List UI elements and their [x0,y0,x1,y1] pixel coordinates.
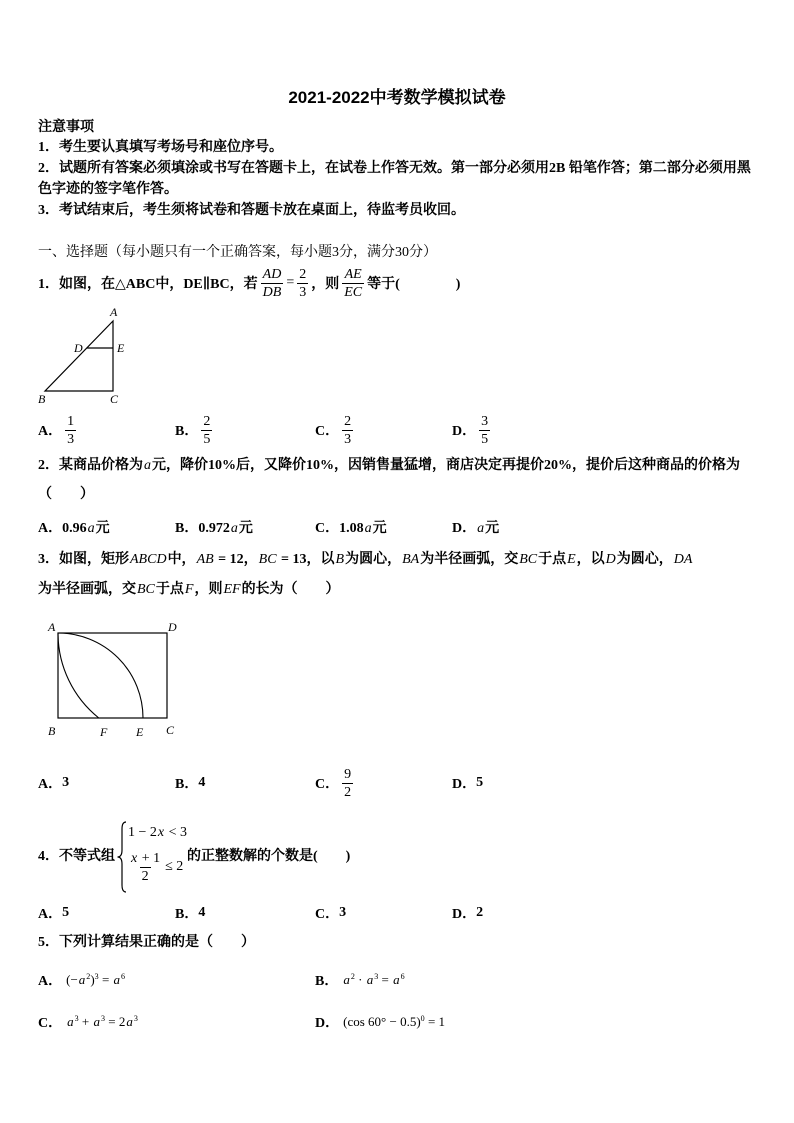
text-segment: 元 [372,521,387,536]
inequality-2-fraction [128,850,162,885]
fraction-denominator: 2 [141,868,149,884]
fraction-numerator: 2 [344,413,352,429]
section-heading: 一、选择题（每小题只有一个正确答案，每小题3分，满分30分） [38,245,437,260]
q1-prefix: 1．如图，在△ABC中，DE∥BC，若 [38,277,258,292]
option-value: 5 [476,775,484,790]
arc-centered-d [58,633,99,718]
q1-suffix: 等于( ) [367,277,461,292]
vertex-label-a: A [110,305,118,319]
notes-line-2: 2．试题所有答案必须填涂或书写在答题卡上，在试卷上作答无效。第一部分必须用2B 铅笔作答；第二部分必须用黑 [38,161,751,176]
option-label: C． [315,424,340,439]
text-segment: 的长为（ ） [241,582,340,597]
text-segment: 为圆心， [345,552,402,567]
option-label: A． [38,907,63,922]
q3-option-d[interactable] [452,763,483,803]
math-variable: BC [519,552,538,567]
text-segment: 1.08 [339,521,364,536]
vertex-label-c: C [110,392,119,406]
text-segment: = [378,972,393,987]
math-variable: ABCD [130,552,167,567]
question-3-stem-line-1 [38,551,693,569]
q3-option-a[interactable] [38,763,69,803]
q3-option-c[interactable] [315,763,356,803]
option-formula [343,1014,445,1030]
q5-option-b[interactable] [315,970,405,990]
q1-triangle-figure [30,303,135,408]
q2-option-a[interactable] [38,518,110,536]
fraction-numerator: 9 [344,766,352,782]
q1-fraction-ad-db [261,266,284,301]
question-1-stem [38,263,460,303]
fraction-numerator [128,850,162,867]
text-segment: = 1 [424,1014,446,1029]
text-segment: ，则 [194,582,223,597]
math-variable: EF [223,582,241,597]
option-formula [342,972,404,988]
q4-option-b[interactable] [175,904,205,922]
option-value: 4 [198,905,206,920]
option-label: C． [315,907,340,922]
vertex-label-c: C [166,723,175,737]
vertex-label-b: B [38,392,46,406]
text-segment: (− [66,972,78,987]
q5-options-row-2 [0,1012,794,1032]
fraction-denominator: 3 [67,431,75,447]
q1-option-b[interactable] [175,410,215,450]
math-variable: a [87,521,95,536]
option-fraction [65,413,76,448]
q1-option-a[interactable] [38,410,79,450]
exponent: 2 [350,971,355,981]
q5-options-row-1 [0,970,794,990]
option-value [198,517,253,537]
fraction-numerator: 2 [203,413,211,429]
math-variable: BA [402,552,420,567]
math-variable: a [366,972,374,987]
option-label: D． [452,521,477,536]
fraction-denominator: 2 [344,784,352,800]
q3-option-b[interactable] [175,763,205,803]
exponent: 3 [74,1013,79,1023]
q5-option-a[interactable] [38,970,125,990]
q5-option-d[interactable] [315,1012,445,1032]
arc-centered-b [58,633,143,718]
exponent: 2 [86,971,91,981]
exponent: 3 [101,1013,106,1023]
math-variable: D [605,552,616,567]
math-variable: B [335,552,345,567]
math-variable: E [567,552,576,567]
vertex-label-b: B [48,724,56,738]
text-segment: 为半径画弧，交 [38,582,136,597]
math-variable: a [343,972,350,987]
q2-option-c[interactable] [315,518,387,536]
option-label: D． [452,424,477,439]
option-label: B． [315,974,339,989]
option-label: D． [452,907,477,922]
option-label: C． [315,777,340,792]
math-variable: a [477,521,485,536]
q4-option-c[interactable] [315,904,346,922]
math-variable: x [131,850,138,866]
text-segment: (cos 60° − 0.5) [343,1014,421,1029]
text-segment: 元，降价10%后，又降价10%，因销售量猛增，商店决定再提价20%，提价后这种商品的价格为 [152,458,740,473]
option-value: 3 [62,775,70,790]
text-segment: 元 [485,521,500,536]
exponent: 3 [133,1013,138,1023]
text-segment: < 3 [165,825,188,840]
q1-fraction-ae-ec [342,266,364,301]
inequality-2 [125,846,183,888]
math-variable: x [157,825,165,840]
q2-option-d[interactable] [452,518,499,536]
text-segment: · [354,972,366,987]
text-segment: = 13 [277,552,307,567]
q1-mid-text: ，则 [311,277,340,292]
question-2-answer-paren: （ ） [38,487,94,502]
q4-options [0,904,794,922]
fraction-denominator: 5 [481,431,489,447]
question-4-prefix: 4．不等式组 [38,849,115,864]
option-value: 2 [476,905,484,920]
question-3-stem-line-2 [38,581,340,599]
option-value [339,517,387,537]
math-variable: a [67,1014,74,1029]
text-segment: 为圆心， [616,552,673,567]
q1-option-c[interactable] [315,410,356,450]
notes-line-3: 色字迹的签字笔作答。 [38,182,178,197]
option-label: B． [175,907,199,922]
text-segment: 元 [95,521,110,536]
fraction-denominator: 5 [203,431,211,447]
text-segment: ，以 [306,552,335,567]
question-4-suffix: 的正整数解的个数是( ) [187,849,351,864]
text-segment: 中， [167,552,196,567]
vertex-label-a: A [48,620,56,634]
option-label: B． [175,777,199,792]
equals-sign: = [286,275,295,290]
fraction-denominator: EC [344,284,363,300]
option-label: C． [38,1016,63,1031]
math-variable: BC [258,552,277,567]
fraction-numerator: 2 [299,266,307,282]
math-variable: a [393,972,400,987]
option-fraction [342,766,353,801]
option-label: A． [38,521,63,536]
option-value: 3 [339,905,347,920]
text-segment: + [78,1014,93,1029]
q5-option-c[interactable] [38,1012,138,1032]
math-variable: a [144,458,151,473]
option-value [62,517,110,537]
fraction-denominator: 3 [344,431,352,447]
option-label: A． [38,974,63,989]
text-segment: ) [90,972,95,987]
question-2-stem [38,457,740,475]
option-value [476,517,499,537]
math-variable: a [364,521,372,536]
question-5-stem: 5．下列计算结果正确的是（ ） [38,935,255,950]
text-segment: 0.972 [198,521,230,536]
text-segment: 为半径画弧，交 [420,552,519,567]
q3-options [0,763,794,803]
option-label: D． [315,1016,340,1031]
q2-option-b[interactable] [175,518,253,536]
math-variable: a [93,1014,100,1029]
vertex-label-d: D [168,620,177,634]
option-formula [66,1014,138,1030]
q3-rectangle-figure [40,612,190,742]
option-label: B． [175,521,199,536]
notes-line-1: 1．考生要认真填写考场号和座位序号。 [38,140,283,155]
text-segment: 0.96 [62,521,87,536]
option-formula [66,972,125,988]
math-variable: DA [673,552,693,567]
option-fraction [342,413,353,448]
text-segment: = 2 [105,1014,126,1029]
q1-options [0,410,794,450]
option-label: A． [38,777,63,792]
fraction-numerator: AD [262,266,282,282]
math-variable: a [78,972,86,987]
point-label-e: E [136,725,144,739]
math-variable: a [113,972,121,987]
option-value: 5 [62,905,70,920]
rectangle-abcd [58,633,167,718]
option-fraction [479,413,490,448]
notes-heading: 注意事项 [38,120,94,135]
point-label-e: E [117,341,125,355]
triangle-abc [45,321,113,391]
q1-fraction-ratio [297,266,308,301]
exponent: 3 [94,971,99,981]
text-segment: ， [243,552,258,567]
text-segment: 3．如图，矩形 [38,552,129,567]
option-label: D． [452,777,477,792]
exponent: 0 [420,1013,425,1023]
math-variable: AB [196,552,214,567]
text-segment: + 1 [138,850,161,866]
text-segment: = 12 [214,552,244,567]
exponent: 6 [400,971,405,981]
math-variable: BC [137,582,155,597]
math-variable: F [184,582,194,597]
fraction-denominator: DB [262,284,282,300]
fraction-numerator: AE [344,266,362,282]
option-label: A． [38,424,63,439]
option-label: B． [175,424,199,439]
q4-option-a[interactable] [38,904,69,922]
text-segment: ，以 [576,552,605,567]
fraction-numerator: 1 [67,413,75,429]
math-variable: a [230,521,238,536]
q1-option-d[interactable] [452,410,493,450]
fraction-numerator: 3 [481,413,489,429]
exponent: 6 [121,971,126,981]
text-segment: 元 [238,521,253,536]
text-segment: = [98,972,113,987]
q4-option-d[interactable] [452,904,483,922]
fraction-denominator: 3 [299,284,307,300]
point-label-d: D [74,341,83,355]
text-segment: 于点 [155,582,184,597]
inequality-2-relation: ≤ 2 [165,859,184,874]
option-label: C． [315,521,340,536]
exam-title: 2021-2022中考数学模拟试卷 [288,88,506,107]
notes-line-4: 3．考试结束后，考生须将试卷和答题卡放在桌面上，待监考员收回。 [38,203,465,218]
text-segment: 1 − 2 [128,825,157,840]
q2-options [0,518,794,536]
inequality-1 [128,824,187,842]
text-segment: 2．某商品价格为 [38,458,143,473]
math-variable: a [126,1014,133,1029]
point-label-f: F [100,725,108,739]
text-segment: 于点 [538,552,567,567]
option-fraction [201,413,212,448]
exponent: 3 [374,971,379,981]
option-value: 4 [198,775,206,790]
